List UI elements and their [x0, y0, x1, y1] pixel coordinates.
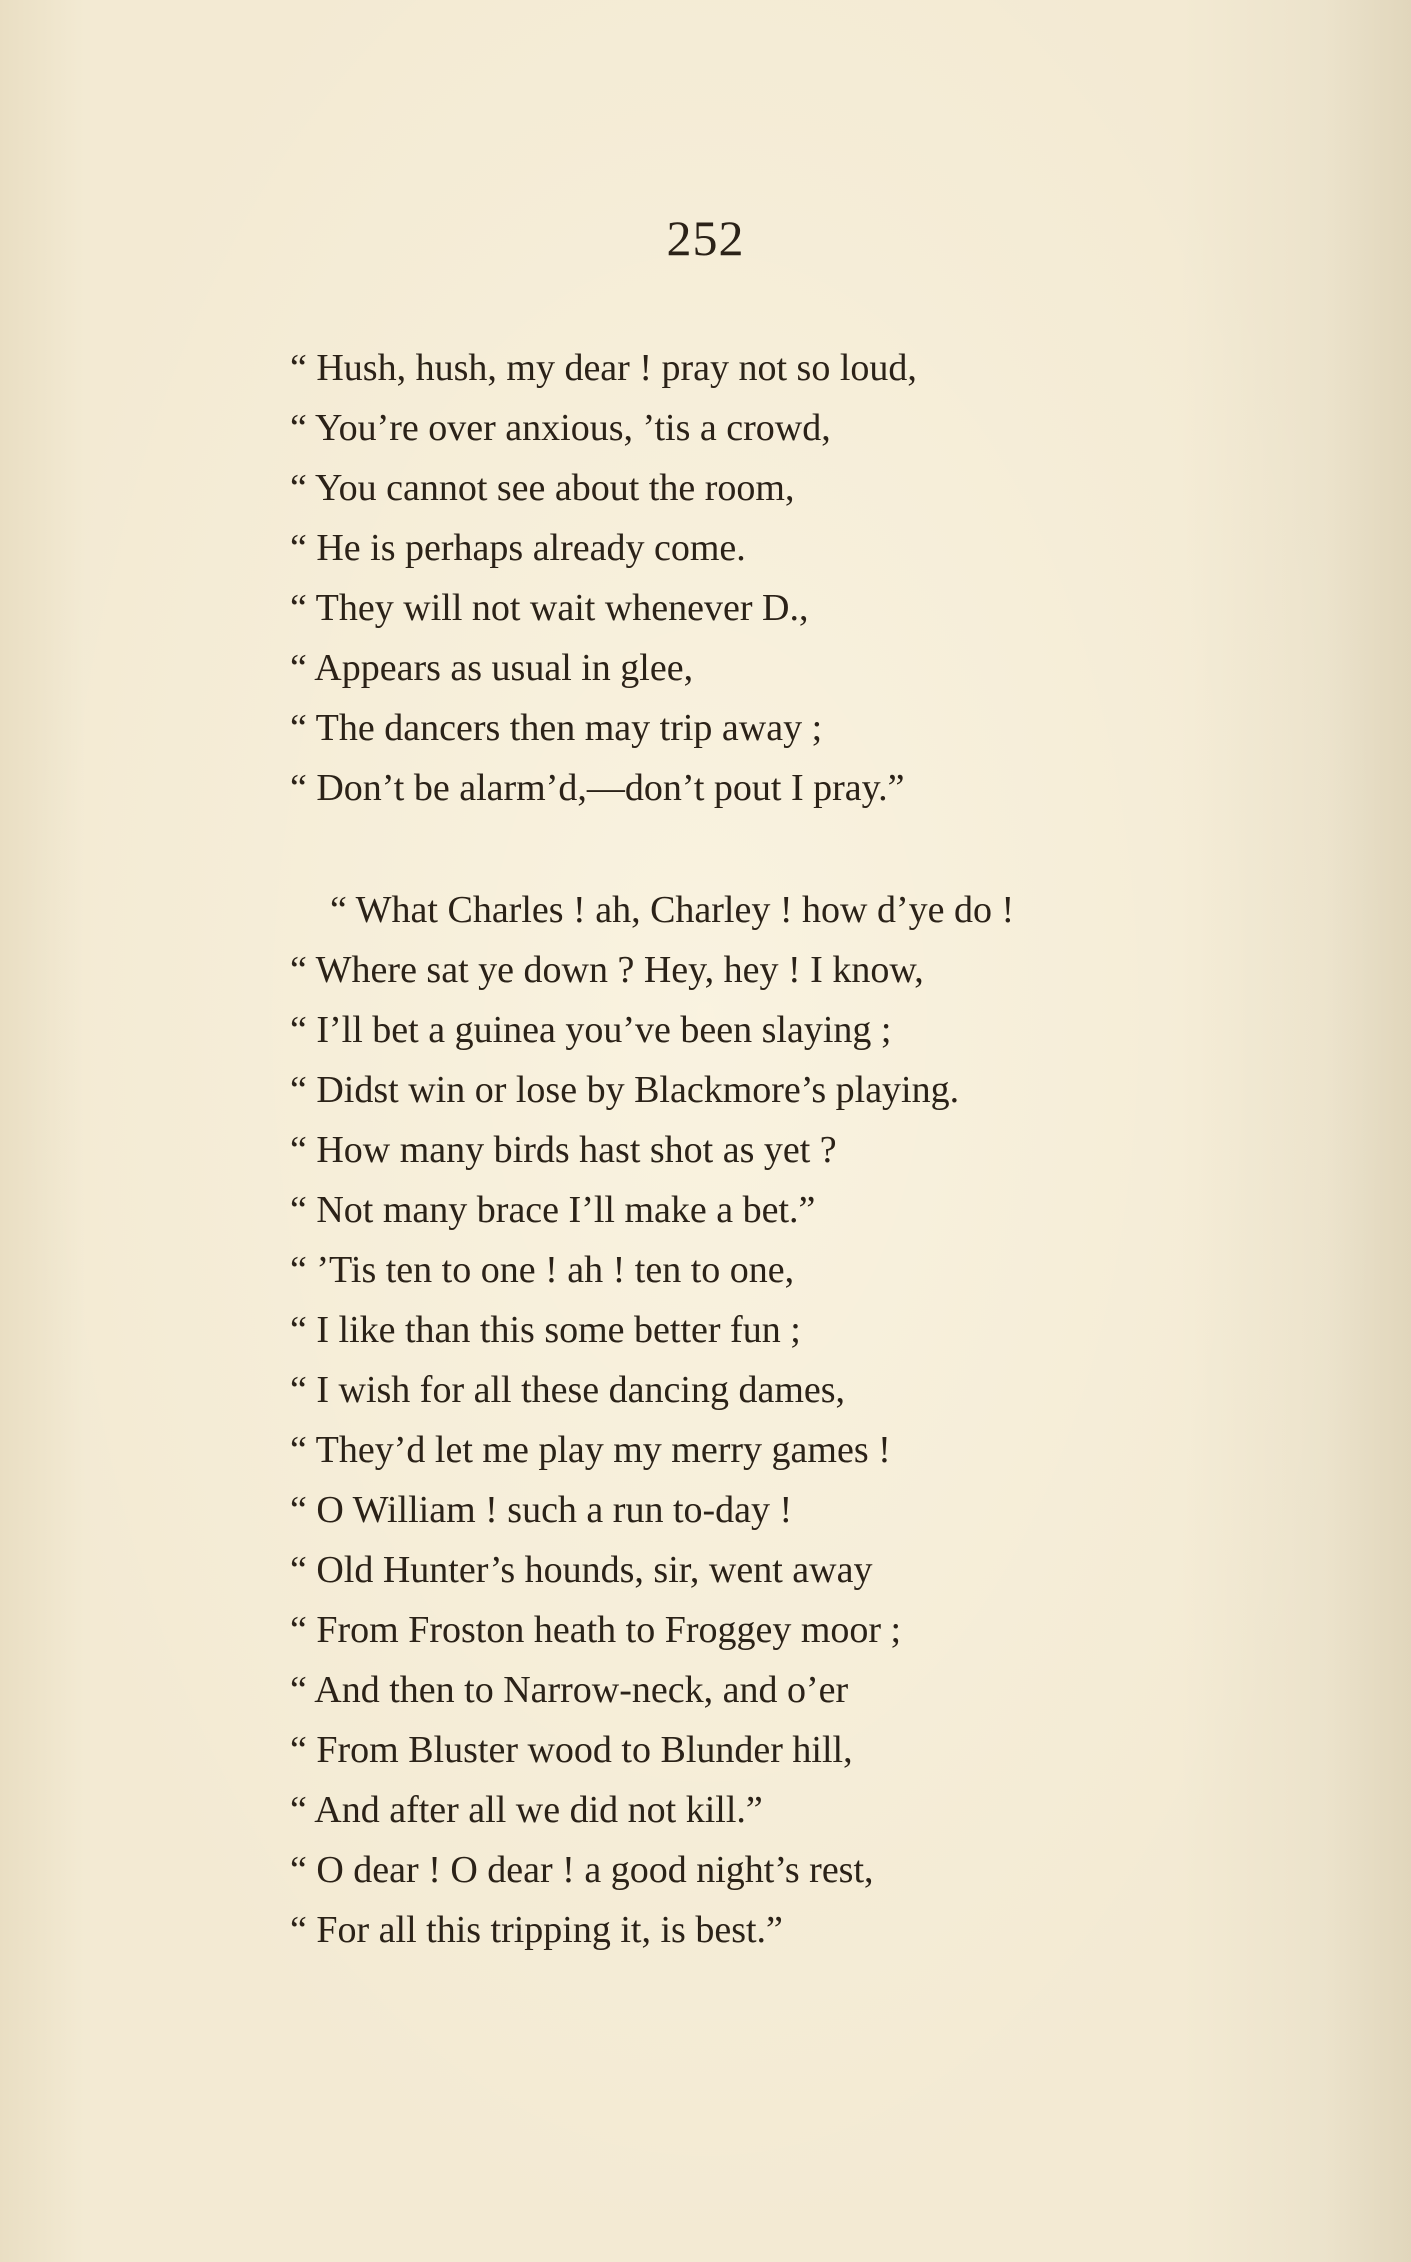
verse-line: “ What Charles ! ah, Charley ! how d’ye do ! [330, 889, 1015, 931]
verse-line: “ O William ! such a run to-day ! [290, 1489, 793, 1531]
verse-line: “ For all this tripping it, is best.” [290, 1909, 783, 1951]
verse-line: “ From Bluster wood to Blunder hill, [290, 1729, 853, 1771]
verse-line: “ They’d let me play my merry games ! [290, 1429, 891, 1471]
verse-line: “ How many birds hast shot as yet ? [290, 1129, 837, 1171]
verse-line: “ The dancers then may trip away ; [290, 707, 823, 749]
verse-line: “ Didst win or lose by Blackmore’s playing. [290, 1069, 960, 1111]
verse-line: “ Hush, hush, my dear ! pray not so loud, [290, 347, 917, 389]
verse-line: “ From Froston heath to Froggey moor ; [290, 1609, 902, 1651]
verse-line: “ Not many brace I’ll make a bet.” [290, 1189, 816, 1231]
verse-line: “ Appears as usual in glee, [290, 647, 694, 689]
verse-line: “ I’ll bet a guinea you’ve been slaying ; [290, 1009, 892, 1051]
verse-line: “ And after all we did not kill.” [290, 1789, 763, 1831]
verse-line: “ ’Tis ten to one ! ah ! ten to one, [290, 1249, 795, 1291]
page-number: 252 [666, 210, 745, 266]
show-through-shadow [1181, 0, 1411, 2262]
verse-line: “ O dear ! O dear ! a good night’s rest, [290, 1849, 874, 1891]
verse-line: “ They will not wait whenever D., [290, 587, 809, 629]
verse-line: “ He is perhaps already come. [290, 527, 746, 569]
verse-line: “ And then to Narrow-neck, and o’er [290, 1669, 849, 1711]
verse-line: “ Where sat ye down ? Hey, hey ! I know, [290, 949, 924, 991]
verse-line: “ I wish for all these dancing dames, [290, 1369, 846, 1411]
verse-line: “ You’re over anxious, ’tis a crowd, [290, 407, 831, 449]
verse-line: “ Don’t be alarm’d,—don’t pout I pray.” [290, 767, 905, 809]
verse-line: “ I like than this some better fun ; [290, 1309, 801, 1351]
verse-line: “ You cannot see about the room, [290, 467, 795, 509]
verse-line: “ Old Hunter’s hounds, sir, went away [290, 1549, 873, 1591]
